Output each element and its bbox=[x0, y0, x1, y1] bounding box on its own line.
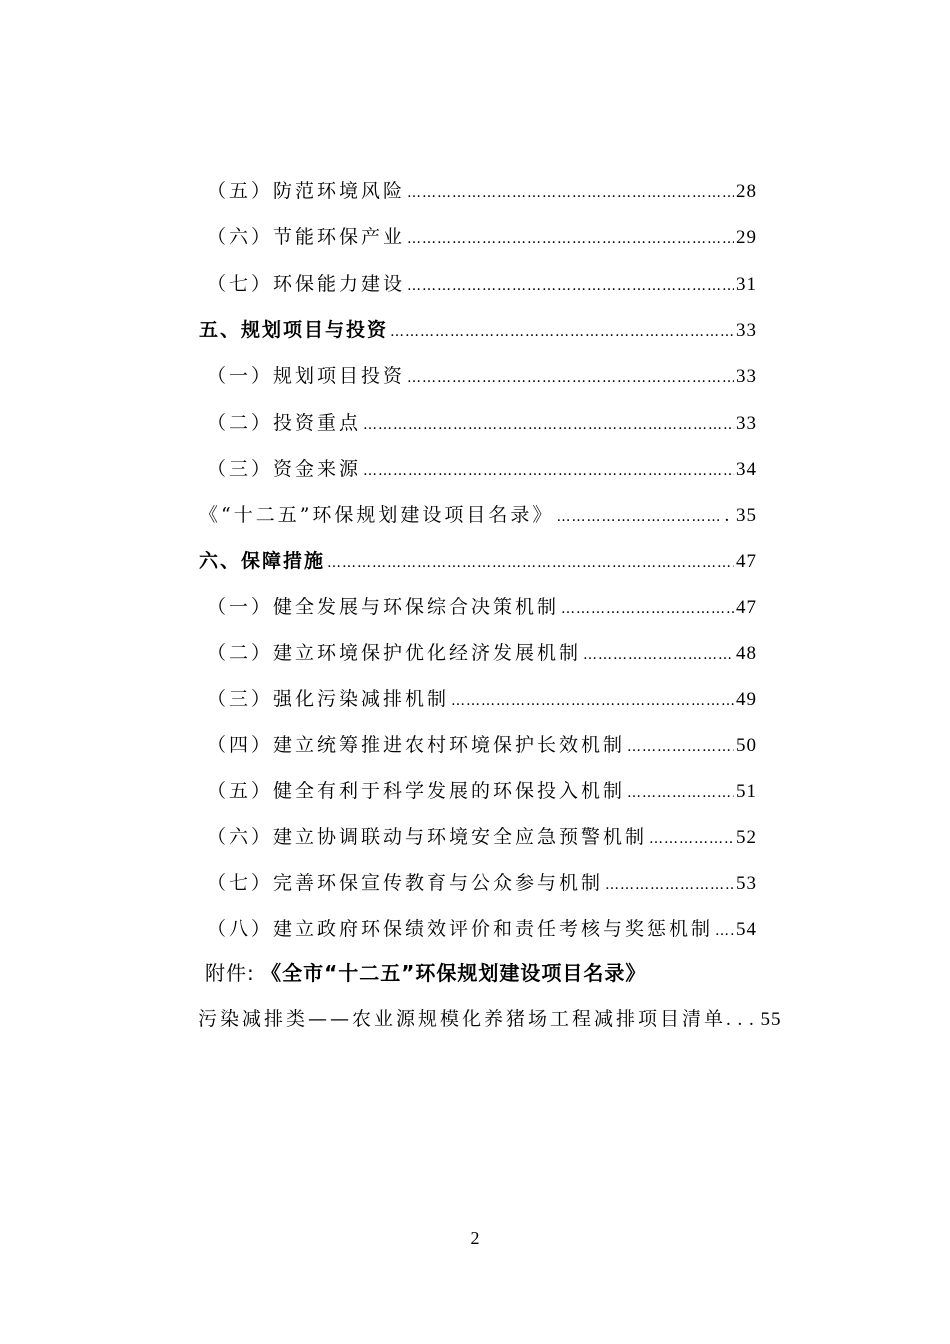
toc-entry bbox=[199, 500, 757, 532]
toc-entry-page: 52 bbox=[736, 827, 757, 848]
toc-leader-dots bbox=[556, 502, 722, 532]
toc-entry-label: 污染减排类——农业源规模化养猪场工程减排项目清单 bbox=[198, 1008, 727, 1030]
toc-entry-page: 47 bbox=[736, 597, 757, 618]
toc-entry bbox=[207, 176, 757, 208]
toc-leader-dots bbox=[407, 224, 734, 254]
page-number: 2 bbox=[470, 1228, 480, 1248]
toc-entry-page: 31 bbox=[736, 274, 757, 295]
toc-entry-page: 28 bbox=[736, 181, 757, 202]
toc-leader-dots bbox=[407, 271, 734, 301]
toc-leader-dots bbox=[451, 686, 734, 716]
toc-entry-label: （一）规划项目投资 bbox=[207, 365, 406, 387]
toc-entry-page: 49 bbox=[736, 689, 757, 710]
toc-entry-label: （六）节能环保产业 bbox=[207, 226, 406, 248]
toc-leader-dots bbox=[327, 548, 734, 578]
toc-entry-label: （八）建立政府环保绩效评价和责任考核与奖惩机制 bbox=[207, 918, 714, 940]
toc-entry bbox=[207, 269, 757, 301]
toc-entry-page: 34 bbox=[736, 459, 757, 480]
toc-entry-label: （三）资金来源 bbox=[207, 458, 362, 480]
toc-entry bbox=[207, 592, 757, 624]
toc-entry bbox=[207, 361, 757, 393]
toc-entry-label: （三）强化污染减排机制 bbox=[207, 688, 450, 710]
toc-entry-page: 29 bbox=[736, 227, 757, 248]
toc-leader-dots bbox=[605, 870, 734, 900]
toc-entry bbox=[207, 222, 757, 254]
toc-leader-dots bbox=[627, 732, 734, 762]
toc-entry-label: （七）完善环保宣传教育与公众参与机制 bbox=[207, 872, 604, 894]
toc-leader-dots bbox=[390, 317, 734, 347]
toc-entry-page: . . . 55 bbox=[726, 1009, 782, 1030]
toc-entry-page: 33 bbox=[736, 413, 757, 434]
toc-leader-dots bbox=[363, 456, 734, 486]
appendix-prefix: 附件: bbox=[205, 961, 255, 985]
toc-entry-label: （七）环保能力建设 bbox=[207, 273, 406, 295]
toc-leader-dots bbox=[627, 778, 734, 808]
toc-leader-dots bbox=[407, 178, 734, 208]
toc-entry-label: 六、保障措施 bbox=[199, 550, 326, 572]
toc-entry-page: 33 bbox=[736, 366, 757, 387]
toc-entry-page: 47 bbox=[736, 551, 757, 572]
toc-entry-label: 《“十二五”环保规划建设项目名录》 bbox=[199, 504, 555, 526]
toc-leader-dots bbox=[715, 916, 734, 946]
toc-entry bbox=[207, 638, 757, 670]
toc-entry-label: （五）防范环境风险 bbox=[207, 180, 406, 202]
toc-entry-label: （六）建立协调联动与环境安全应急预警机制 bbox=[207, 826, 648, 848]
toc-entry bbox=[207, 868, 757, 900]
toc-entry-label: （二）投资重点 bbox=[207, 412, 362, 434]
toc-entry-label: （一）健全发展与环保综合决策机制 bbox=[207, 596, 560, 618]
appendix-heading bbox=[205, 958, 646, 988]
toc-entry-page: 51 bbox=[736, 781, 757, 802]
toc-entry bbox=[199, 315, 757, 347]
appendix-title: 《全市“十二五”环保规划建设项目名录》 bbox=[261, 961, 647, 985]
toc-leader-dots bbox=[407, 363, 734, 393]
toc-entry bbox=[207, 730, 757, 762]
toc-leader-dots bbox=[649, 824, 734, 854]
toc-entry-page: . 35 bbox=[724, 505, 757, 526]
toc-entry-page: 53 bbox=[736, 873, 757, 894]
toc-entry-label: （五）健全有利于科学发展的环保投入机制 bbox=[207, 780, 626, 802]
toc-entry-label: （四）建立统筹推进农村环境保护长效机制 bbox=[207, 734, 626, 756]
toc-entry-page: 54 bbox=[736, 919, 757, 940]
toc-entry-page: 33 bbox=[736, 320, 757, 341]
toc-entry-label: （二）建立环境保护优化经济发展机制 bbox=[207, 642, 582, 664]
toc-entry bbox=[207, 684, 757, 716]
toc-leader-dots bbox=[561, 594, 734, 624]
toc-entry bbox=[207, 408, 757, 440]
toc-entry-label: 五、规划项目与投资 bbox=[199, 319, 389, 341]
toc-entry bbox=[207, 454, 757, 486]
toc-entry bbox=[199, 546, 757, 578]
toc-leader-dots bbox=[583, 640, 734, 670]
toc-entry-appendix-list bbox=[198, 1004, 782, 1035]
toc-entry bbox=[207, 776, 757, 808]
toc-entry-page: 50 bbox=[736, 735, 757, 756]
toc-entry bbox=[207, 822, 757, 854]
toc-leader-dots bbox=[363, 410, 734, 440]
toc-entry bbox=[207, 914, 757, 946]
toc-entry-page: 48 bbox=[736, 643, 757, 664]
